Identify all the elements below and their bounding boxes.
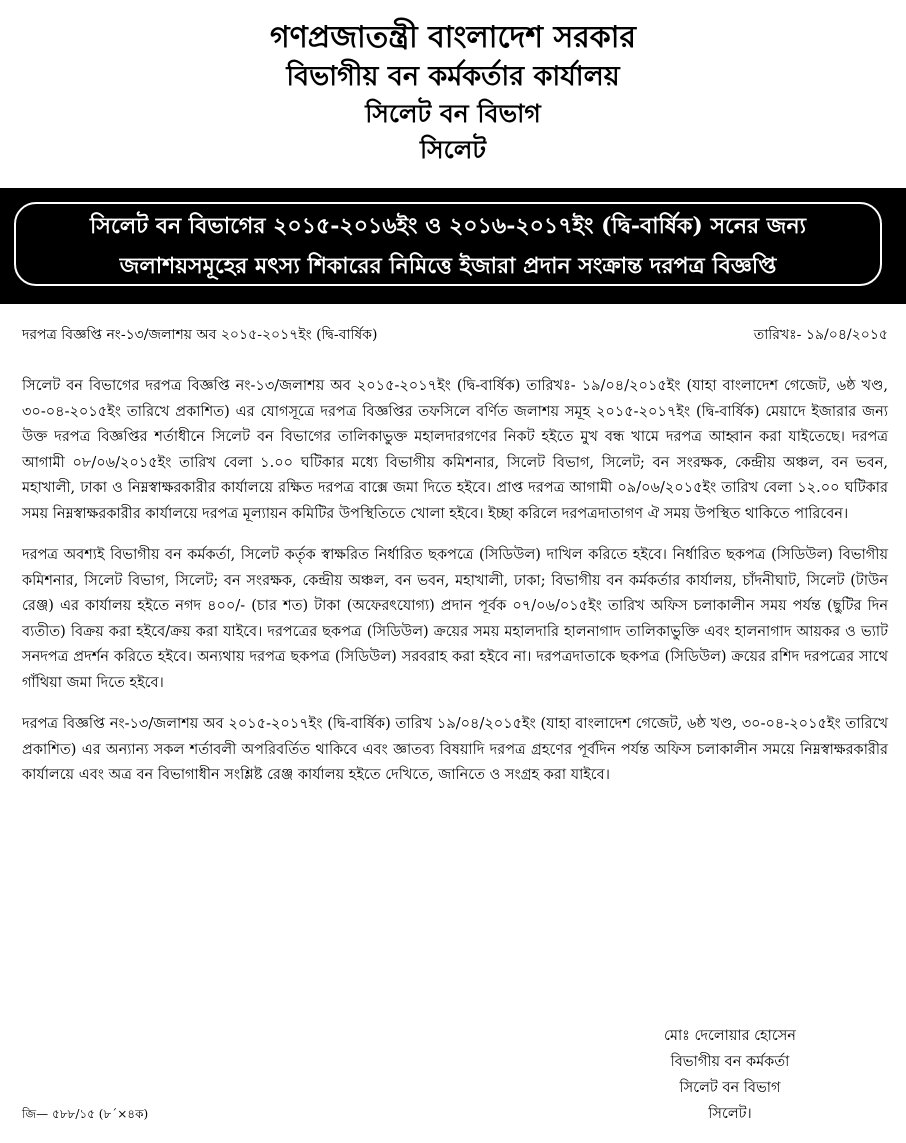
body-paragraph-1: সিলেট বন বিভাগের দরপত্র বিজ্ঞপ্তি নং-১৩/জলাশয় অব ২০১৫-২০১৭ইং (দ্বি-বার্ষিক) তারিখঃ- ১৯/০৪/২০১৫ইং (যাহা বাংলাদেশ গেজেট, ৬ষ্ঠ খণ্ড, ৩০-০৪-২০১৫ইং তারিখে প্রকাশিত) এর যোগসূত্রে দরপত্র বিজ্ঞপ্তির তফসিলে বর্ণিত জলাশয় সমূহ ২০১৫-২০১৭ইং (দ্বি-বার্ষিক) মেয়াদে ইজারার জন্য উক্ত দরপত্র বিজ্ঞপ্তির শর্তাধীনে সিলেট বন বিভাগের তালিকাভুক্ত মহালদারগণের নিকট হইতে মুখ বন্ধ খামে দরপত্র আহ্বান করা যাইতেছে। দরপত্র আগামী ০৮/০৬/২০১৫ইং তারিখ বেলা ১.০০ ঘটিকার মধ্যে বিভাগীয় কমিশনার, সিলেট বিভাগ, সিলেট; বন সংরক্ষক, কেন্দ্রীয় অঞ্চল, বন ভবন, মহাখালী, ঢাকা ও নিম্নস্বাক্ষরকারীর কার্যালয়ে রক্ষিত দরপত্র বাক্সে জমা দিতে হইবে। প্রাপ্ত দরপত্র আগামী ০৯/০৬/২০১৫ইং তারিখ বেলা ১২.০০ ঘটিকার সময় নিম্নস্বাক্ষরকারীর কার্যালয়ে দরপত্র মূল্যায়ন কমিটির উপস্থিতিতে খোলা হইবে। ইচ্ছা করিলে দরপত্রদাতাগণ ঐ সময় উপস্থিত থাকিতে পারিবেন। <box>22 378 888 522</box>
government-title: গণপ্রজাতন্ত্রী বাংলাদেশ সরকার <box>270 20 636 55</box>
notice-date: তারিখঃ- ১৯/০৪/২০১৫ <box>753 327 888 343</box>
notice-title-box <box>14 202 882 286</box>
body-paragraph-3: দরপত্র বিজ্ঞপ্তি নং-১৩/জলাশয় অব ২০১৫-২০১৭ইং (দ্বি-বার্ষিক) তারিখ ১৯/০৪/২০১৫ইং (যাহা বাংলাদেশ গেজেট, ৬ষ্ঠ খণ্ড, ৩০-০৪-২০১৫ইং তারিখে প্রকাশিত) এর অন্যান্য সকল শর্তাবলী অপরিবর্তিত থাকিবে এবং জ্ঞাতব্য বিষয়াদি দরপত্র গ্রহণের পূর্বদিন পর্যন্ত অফিস চলাকালীন সময়ে নিম্নস্বাক্ষরকারীর কার্যালয়ে এবং অত্র বন বিভাগাধীন সংশ্লিষ্ট রেঞ্জ কার্যালয় হইতে দেখিতে, জানিতে ও সংগ্রহ করা যাইবে। <box>22 716 888 783</box>
office-title: বিভাগীয় বন কর্মকর্তার কার্যালয় <box>286 61 620 92</box>
body-paragraph-2: দরপত্র অবশ্যই বিভাগীয় বন কর্মকর্তা, সিলেট কর্তৃক স্বাক্ষরিত নির্ধারিত ছকপত্রে (সিডিউল) দাখিল করিতে হইবে। নির্ধারিত ছকপত্র (সিডিউল) বিভাগীয় কমিশনার, সিলেট বিভাগ, সিলেট; বন সংরক্ষক, কেন্দ্রীয় অঞ্চল, বন ভবন, মহাখালী, ঢাকা; বিভাগীয় বন কর্মকর্তার কার্যালয়, চাঁদনীঘাট, সিলেট (টাউন রেঞ্জ) এর কার্যালয় হইতে নগদ ৪০০/- (চার শত) টাকা (অফেরৎযোগ্য) প্রদান পূর্বক ০৭/০৬/০১৫ইং তারিখ অফিস চলাকালীন সময় পর্যন্ত (ছুটির দিন ব্যতীত) বিক্রয় করা হইবে/ক্রয় করা যাইবে। দরপত্রের ছকপত্র (সিডিউল) ক্রয়ের সময় মহালদারি হালনাগাদ তালিকাভুক্তি এবং হালনাগাদ আয়কর ও ভ্যাট সনদপত্র প্রদর্শন করিতে হইবে। অন্যথায় দরপত্র ছকপত্র (সিডিউল) সরবরাহ করা হইবে না। দরপত্রদাতাকে ছকপত্র (সিডিউল) ক্রয়ের রশিদ দরপত্রের সাথে গাঁথিয়া জমা দিতে হইবে। <box>22 547 888 691</box>
notice-body <box>22 374 888 805</box>
reference-number: দরপত্র বিজ্ঞপ্তি নং-১৩/জলাশয় অব ২০১৫-২০১৭ইং (দ্বি-বার্ষিক) <box>22 327 378 343</box>
signatory-name: মোঃ দেলোয়ার হোসেন <box>664 1028 796 1044</box>
notice-title-line-2: জলাশয়সমূহের মৎস্য শিকারের নিমিত্তে ইজারা প্রদান সংক্রান্ত দরপত্র বিজ্ঞপ্তি <box>119 253 777 279</box>
publication-code: জি— ৫৮৮/১৫ (৮´×৪ক) <box>22 1107 149 1121</box>
signature-block <box>600 1023 860 1127</box>
notice-title-line-1: সিলেট বন বিভাগের ২০১৫-২০১৬ইং ও ২০১৬-২০১৭ইং (দ্বি-বার্ষিক) সনের জন্য <box>90 213 806 239</box>
location-title: সিলেট <box>420 135 486 164</box>
notice-title-banner <box>0 188 906 304</box>
signatory-designation: বিভাগীয় বন কর্মকর্তা <box>670 1054 790 1070</box>
signatory-division: সিলেট বন বিভাগ <box>679 1080 781 1096</box>
signatory-place: সিলেট। <box>708 1106 752 1122</box>
division-title: সিলেট বন বিভাগ <box>365 99 541 128</box>
office-header <box>0 18 906 168</box>
reference-line <box>22 322 888 348</box>
